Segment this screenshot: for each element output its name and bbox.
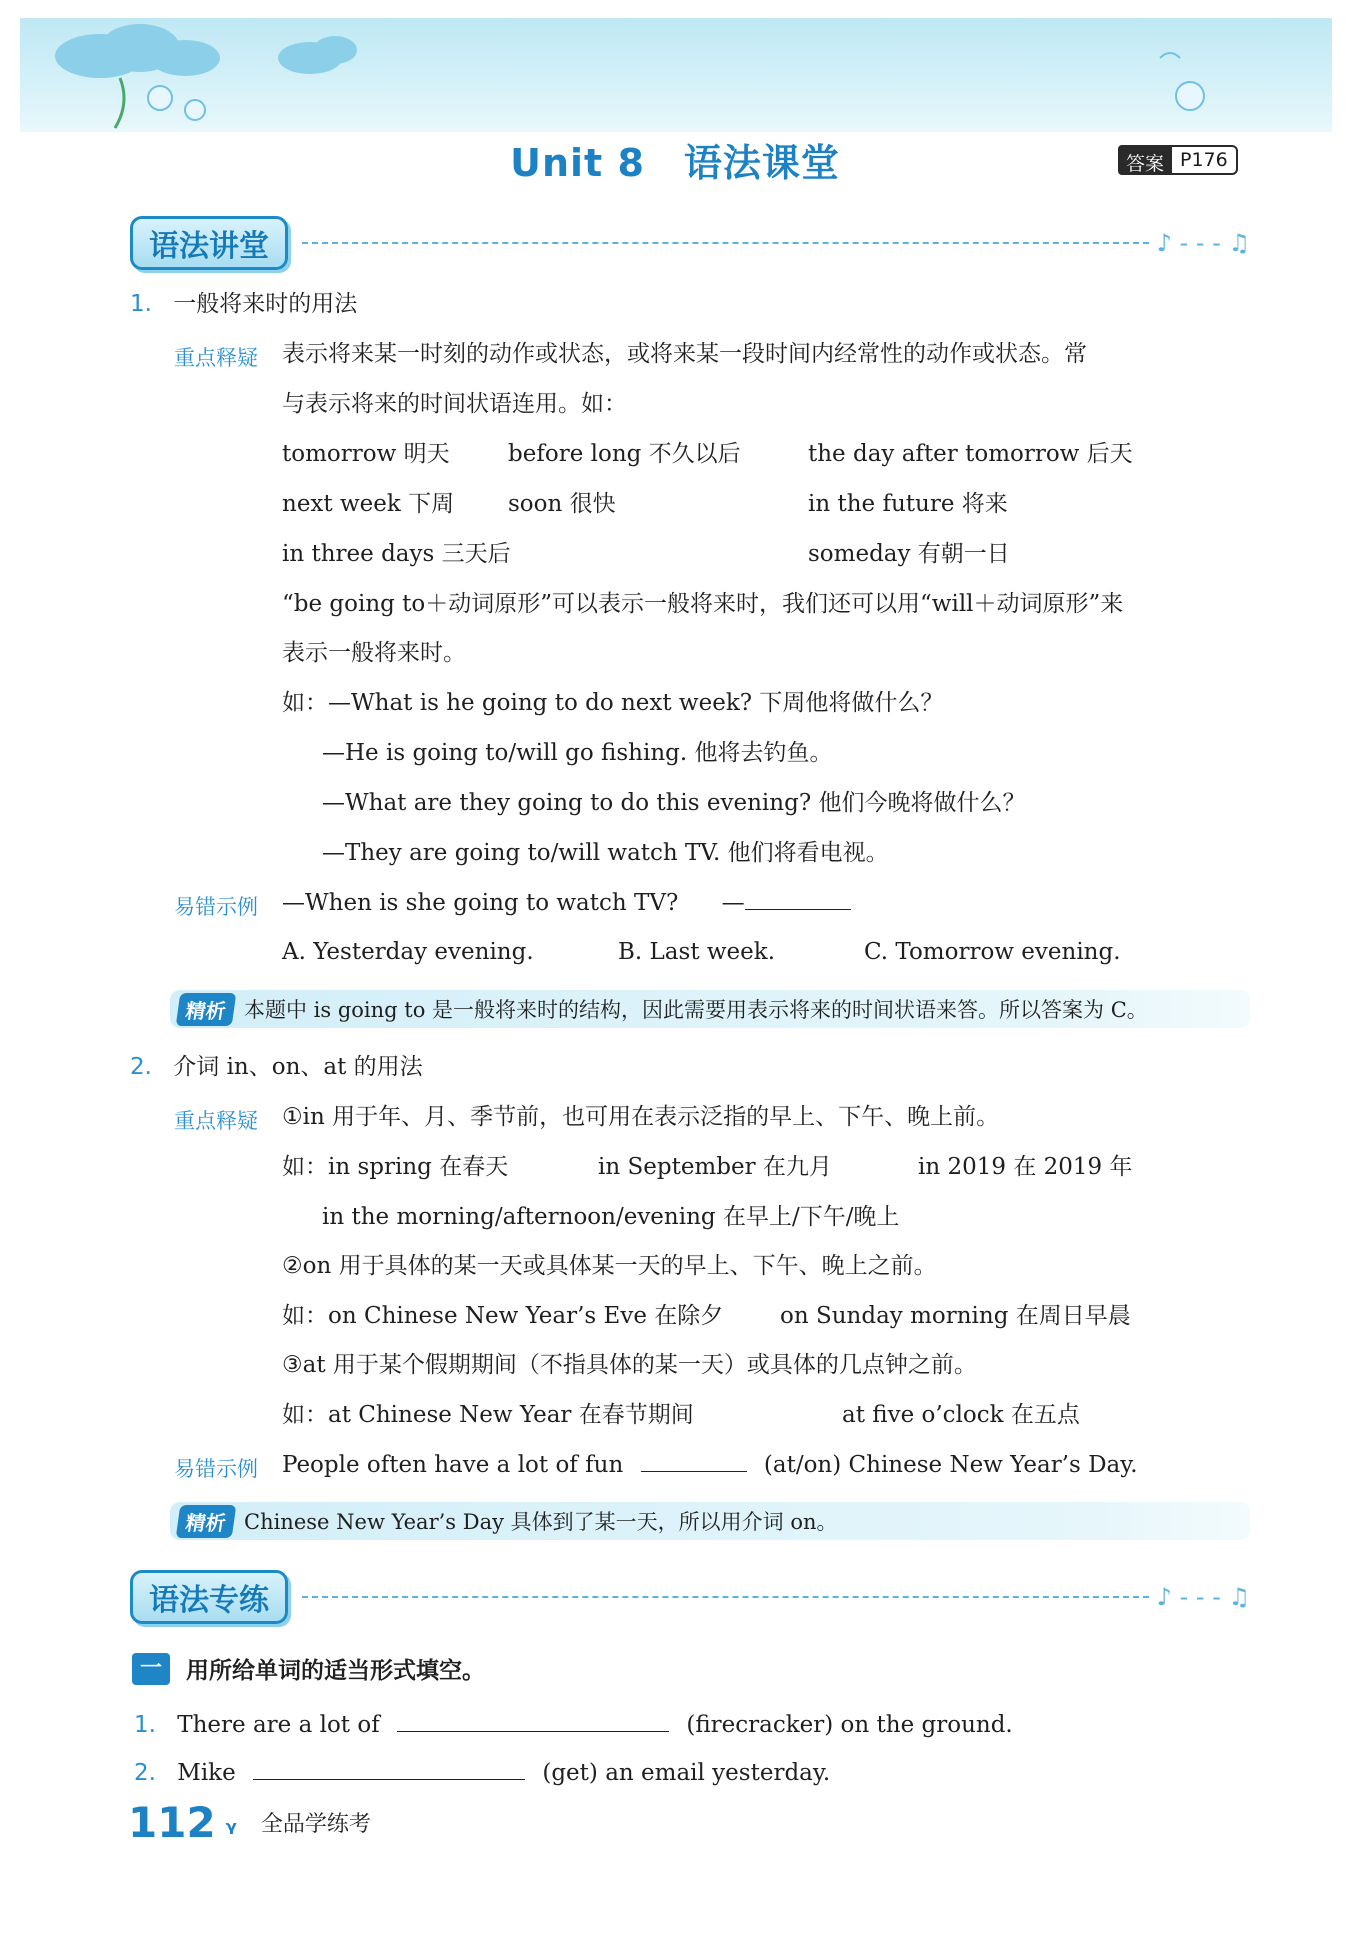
note-line: “be going to＋动词原形”可以表示一般将来时，我们还可以用“will＋动词原形”来 xyxy=(282,591,1124,617)
example-in: 如：in spring 在春天 xyxy=(282,1154,509,1180)
question-text: Mike xyxy=(177,1760,236,1786)
example-sentence: 如：—What is he going to do next week? 下周他将做什么？ xyxy=(282,690,944,716)
option-c: C. Tomorrow evening. xyxy=(864,939,1121,965)
time-phrase: tomorrow 明天 xyxy=(282,441,450,467)
time-phrase: in three days 三天后 xyxy=(282,541,511,567)
music-note-icon: ♪ - - - ♫ xyxy=(1156,1583,1250,1611)
analysis-text: Chinese New Year’s Day 具体到了某一天，所以用介词 on。 xyxy=(244,1510,838,1534)
key-point-tag: 重点释疑 xyxy=(174,346,258,370)
error-question xyxy=(282,888,851,918)
description-line: 表示将来某一时刻的动作或状态，或将来某一段时间内经常性的动作或状态。常 xyxy=(282,341,1087,367)
header-banner xyxy=(20,18,1332,132)
rule-at: ③at 用于某个假期期间（不指具体的某一天）或具体的几点钟之前。 xyxy=(282,1352,977,1378)
publisher-brand: 全品学练考 xyxy=(260,1812,371,1837)
answer-reference xyxy=(1118,145,1238,175)
answer-label: 答案 xyxy=(1118,145,1172,175)
note-line: 表示一般将来时。 xyxy=(282,640,466,666)
answer-blank[interactable] xyxy=(397,1711,669,1732)
time-phrase: in the future 将来 xyxy=(808,491,1008,517)
option-a: A. Yesterday evening. xyxy=(282,939,534,965)
example-on: 如：on Chinese New Year’s Eve 在除夕 xyxy=(282,1303,724,1329)
item-title: 介词 in、on、at 的用法 xyxy=(173,1054,423,1080)
time-phrase: before long 不久以后 xyxy=(508,441,741,467)
time-phrase: next week 下周 xyxy=(282,491,455,517)
question-text: People often have a lot of fun xyxy=(282,1452,624,1478)
item-number: 2. xyxy=(130,1054,152,1080)
time-phrase: the day after tomorrow 后天 xyxy=(808,441,1133,467)
option-b: B. Last week. xyxy=(618,939,776,965)
item-number: 1. xyxy=(130,291,152,317)
analysis-text: 本题中 is going to 是一般将来时的结构，因此需要用表示将来的时间状语来答。所以答案为 C。 xyxy=(244,998,1148,1022)
exercise-heading xyxy=(132,1652,485,1685)
answer-blank[interactable] xyxy=(745,889,851,910)
question-text: (firecracker) on the ground. xyxy=(686,1712,1013,1738)
flower-icon xyxy=(148,82,1204,120)
example-on: on Sunday morning 在周日早晨 xyxy=(780,1303,1131,1329)
example-at: 如：at Chinese New Year 在春节期间 xyxy=(282,1402,694,1428)
analysis-bar xyxy=(170,990,1250,1028)
question-text: —When is she going to watch TV? xyxy=(282,890,679,916)
section-header-grammar-practice xyxy=(130,1572,1250,1622)
section-label: 语法讲堂 xyxy=(130,216,288,270)
example-sentence: —What are they going to do this evening? 他们今晚将做什么？ xyxy=(322,790,1026,816)
y-logo-icon: ᵧ xyxy=(225,1807,237,1838)
time-phrase: soon 很快 xyxy=(508,491,616,517)
question-row xyxy=(134,1758,830,1788)
question-text: There are a lot of xyxy=(177,1712,380,1738)
example-at: at five o’clock 在五点 xyxy=(842,1402,1080,1428)
item-title: 一般将来时的用法 xyxy=(173,291,358,317)
music-note-icon: ♪ - - - ♫ xyxy=(1156,229,1250,257)
exercise-number: 一 xyxy=(132,1653,170,1685)
answer-page: P176 xyxy=(1172,145,1238,175)
cloud-icon xyxy=(55,24,357,78)
page-footer xyxy=(128,1798,371,1847)
error-example-tag: 易错示例 xyxy=(174,895,258,919)
answer-blank[interactable] xyxy=(641,1451,747,1472)
analysis-bar xyxy=(170,1502,1250,1540)
example-in: in the morning/afternoon/evening 在早上/下午/晚上 xyxy=(322,1204,900,1230)
dashed-divider xyxy=(302,1596,1149,1598)
question-text: (get) an email yesterday. xyxy=(542,1760,831,1786)
banner-decoration xyxy=(20,18,1332,132)
answer-blank[interactable] xyxy=(253,1759,525,1780)
example-sentence: —He is going to/will go fishing. 他将去钓鱼。 xyxy=(322,740,833,766)
example-sentence: —They are going to/will watch TV. 他们将看电视。 xyxy=(322,840,889,866)
error-question xyxy=(282,1450,1138,1480)
analysis-tag: 精析 xyxy=(176,1505,237,1538)
key-point-tag: 重点释疑 xyxy=(174,1109,258,1133)
analysis-tag: 精析 xyxy=(176,993,237,1026)
page-title: Unit 8 语法课堂 xyxy=(510,141,840,185)
item-2-heading xyxy=(130,1052,423,1082)
page-number: 112 xyxy=(128,1798,216,1847)
question-number: 1. xyxy=(134,1712,156,1738)
question-number: 2. xyxy=(134,1760,156,1786)
section-header-grammar-lecture xyxy=(130,218,1250,268)
description-line: 与表示将来的时间状语连用。如： xyxy=(282,391,627,417)
exercise-title: 用所给单词的适当形式填空。 xyxy=(186,1658,485,1684)
item-1-heading xyxy=(130,289,357,319)
dashed-divider xyxy=(302,242,1149,244)
question-text: (at/on) Chinese New Year’s Day. xyxy=(763,1452,1138,1478)
rule-in: ①in 用于年、月、季节前，也可用在表示泛指的早上、下午、晚上前。 xyxy=(282,1104,1000,1130)
example-in: in September 在九月 xyxy=(598,1154,832,1180)
time-phrase: someday 有朝一日 xyxy=(808,541,1010,567)
section-label: 语法专练 xyxy=(130,1570,288,1624)
error-example-tag: 易错示例 xyxy=(174,1457,258,1481)
question-row xyxy=(134,1710,1013,1740)
example-in: in 2019 在 2019 年 xyxy=(918,1154,1133,1180)
dash: — xyxy=(721,890,745,916)
rule-on: ②on 用于具体的某一天或具体某一天的早上、下午、晚上之前。 xyxy=(282,1253,937,1279)
